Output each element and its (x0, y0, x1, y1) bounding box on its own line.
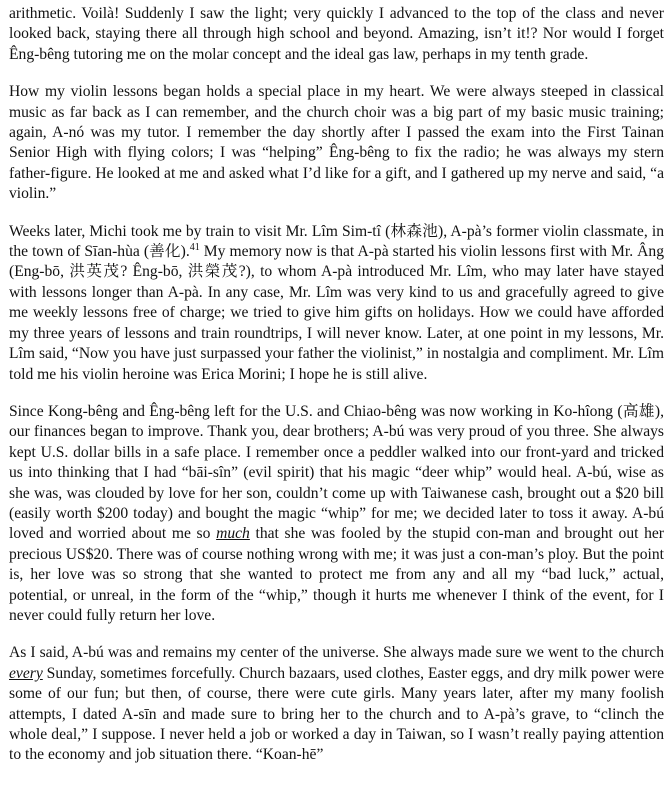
paragraph (9, 222, 664, 385)
paragraph (9, 643, 664, 765)
paragraph-text: that she was fooled by the stupid con-man and brought out her precious US$20. There was of course nothing wrong with me; it was just a con-man’s ploy. But the point is, her love was so strong that she wanted to protect me from any and all my “bad luck,” actual, potential, or unreal, in the form of the “whip,” though it hurts me whenever I think of the event, for I never could fully return her love. (9, 525, 665, 624)
paragraph (9, 4, 664, 65)
emphasized-word: much (216, 525, 250, 543)
emphasized-word: every (9, 664, 43, 682)
paragraph-text: Weeks later, Michi took me by train to visit Mr. Lîm Sim-tî (林森池), A-pà’s former violin classmate, in the town of Sīan-hùa (善化). (9, 222, 664, 261)
paragraph-text: My memory now is that A-pà started his violin lessons first with Mr. Âng (Eng-bō, 洪英茂? Êng-bō, 洪榮茂?), to whom A-pà introduced Mr. Lîm, who may later have stayed with lessons longer than A-pà. In any case, Mr. Lîm was very kind to us and gracefully agreed to give me weekly lessons free of charge; we tried to give him gifts on holidays. How we could have afforded my three years of lessons and train roundtrips, I will never know. Later, at one point in my lessons, Mr. Lîm said, “Now you have just surpassed your father the violinist,” in nostalgia and compliment. Mr. Lîm told me his violin heroine was Erica Morini; I hope he is still alive. (9, 243, 664, 383)
paragraph-text: How my violin lessons began holds a special place in my heart. We were always steeped in classical music as far back as I can remember, and the church choir was a big part of my basic music training; again, A-nó was my tutor. I remember the day shortly after I passed the exam into the First Tainan Senior High with flying colors; I was “helping” Êng-bêng to fix the radio; he was always my stern father-figure. He looked at me and asked what I’d like for a gift, and I gathered up my nerve and said, “a violin.” (9, 83, 664, 203)
paragraph-text: Sunday, sometimes forcefully. Church bazaars, used clothes, Easter eggs, and dry milk power were some of our fun; but then, of course, there were cute girls. Many years later, after my many foolish attempts, I dated A-sīn and made sure to bring her to the church and to A-pà’s grave, to “clinch the whole deal,” I suppose. I never held a job or worked a day in Taiwan, so I wasn’t really paying attention to the economy and job situation there. “Koan-hē” (9, 664, 664, 764)
paragraph (9, 82, 664, 204)
paragraph-text: As I said, A-bú was and remains my center of the universe. She always made sure we went to the church (9, 644, 664, 662)
paragraph-text: Since Kong-bêng and Êng-bêng left for the U.S. and Chiao-bêng was now working in Ko-hîong (高雄), our finances began to improve. Thank you, dear brothers; A-bú was very proud of you three. She always kept U.S. dollar bills in a safe place. I remember once a peddler walked into our front-yard and tricked us into thinking that I had “bāi-sîn” (evil spirit) that his magic “deer whip” would heal. A-bú, wise as she was, was clouded by love for her son, couldn’t come up with Taiwanese cash, brought out a $20 bill (easily worth $200 today) and bought the magic “whip” for me; we decided later to toss it away. A-bú loved and worried about me so (9, 402, 664, 543)
footnote-marker: 41 (189, 241, 200, 253)
paragraph (9, 402, 664, 626)
paragraph-text: arithmetic. Voilà! Suddenly I saw the light; very quickly I advanced to the top of the class and never looked back, staying there all through high school and beyond. Amazing, isn’t it!? Nor would I forget Êng-bêng tutoring me on the molar concept and the ideal gas law, perhaps in my tenth grade. (9, 5, 664, 63)
